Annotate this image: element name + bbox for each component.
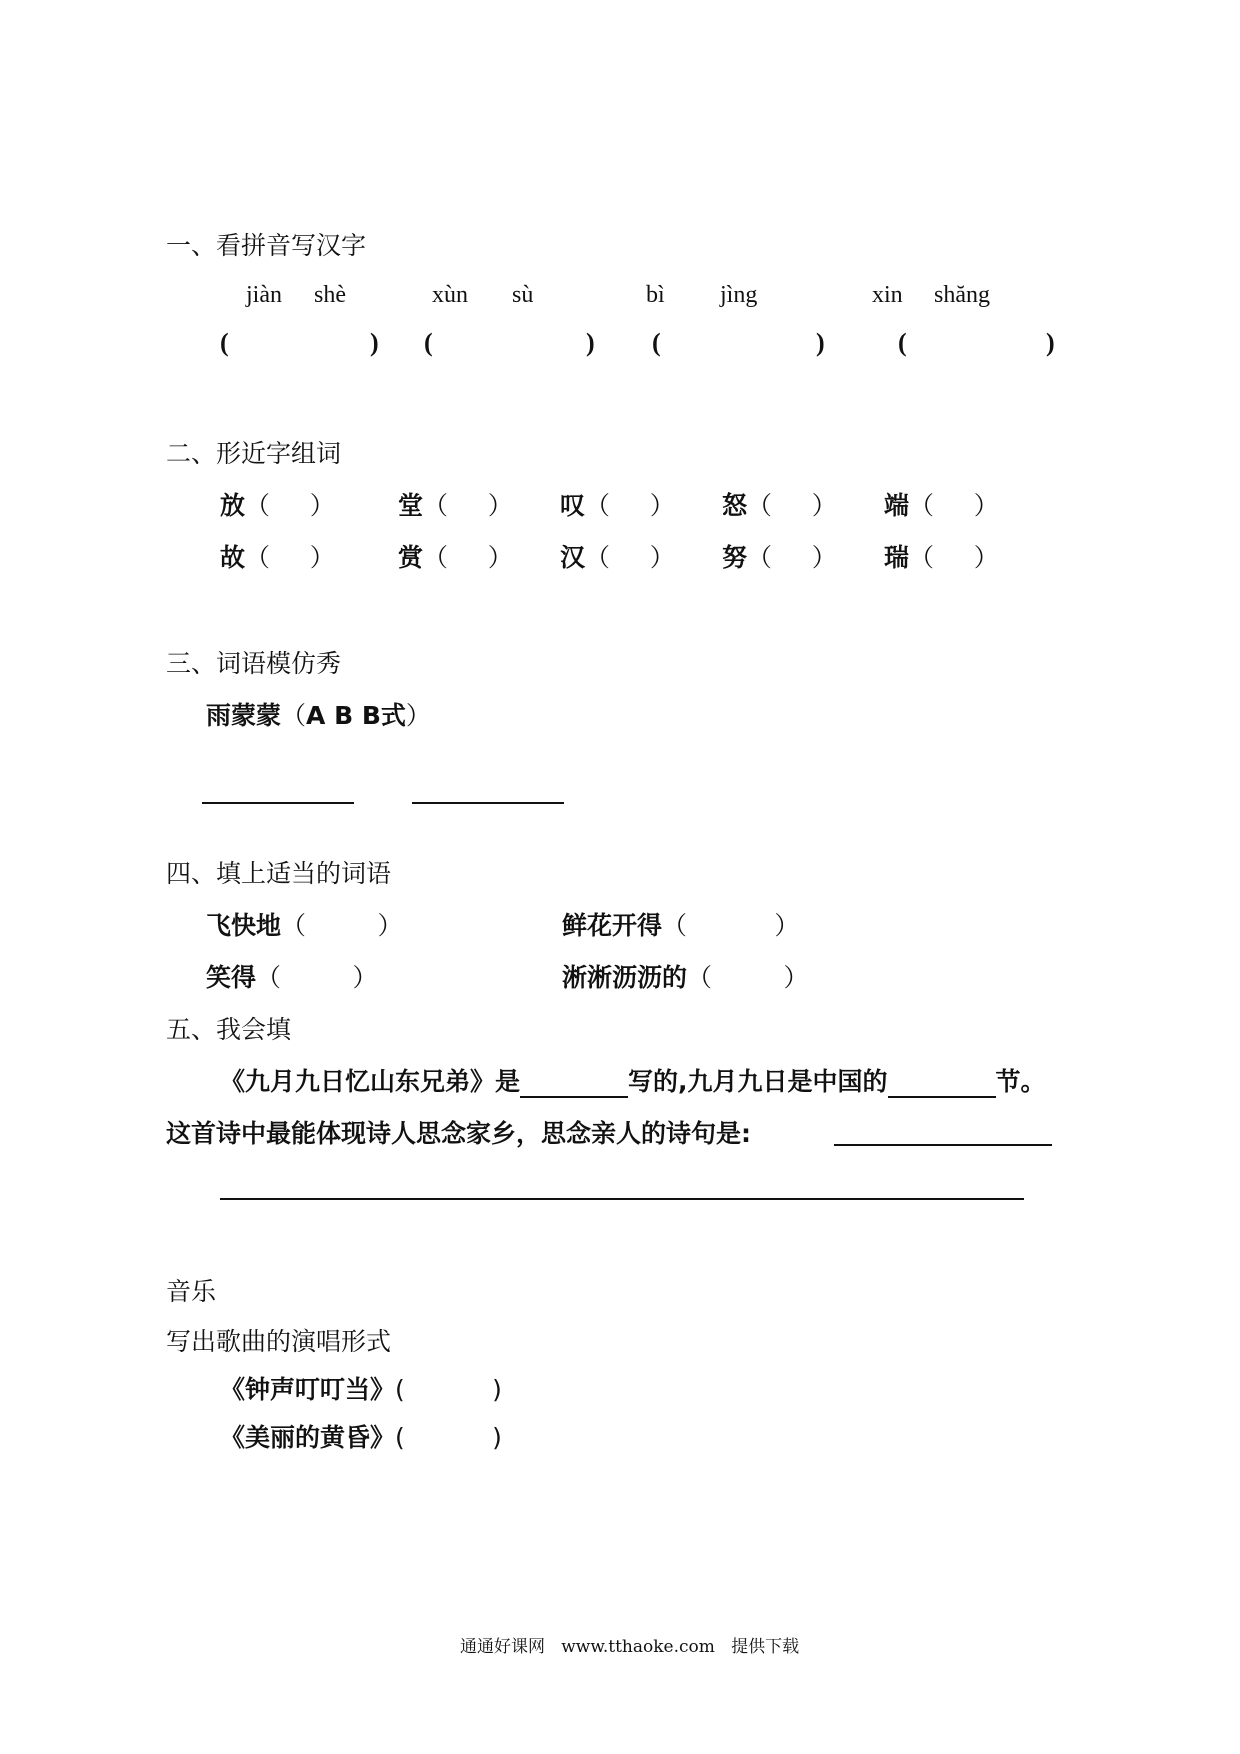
footer-url: www.tthaoke.com xyxy=(561,1637,715,1657)
section-3-heading: 三、词语模仿秀 xyxy=(166,649,342,678)
char-item: 赏（ ） xyxy=(398,543,513,572)
footer-site: 通通好课网 xyxy=(460,1637,545,1657)
section-4-heading: 四、填上适当的词语 xyxy=(166,859,392,888)
fill-item: 淅淅沥沥的（ ） xyxy=(562,963,809,992)
char-item: 瑞（ ） xyxy=(884,543,999,572)
answer-line xyxy=(220,1198,1024,1200)
poem-question: 《九月九日忆山东兄弟》是 写的,九月九日是中国的 节。 xyxy=(220,1067,1046,1096)
footer-note: 提供下载 xyxy=(731,1637,800,1657)
close-paren: ) xyxy=(586,328,595,357)
char-item: 努（ ） xyxy=(722,543,837,572)
song-item: 《美丽的黄昏》( ) xyxy=(220,1423,502,1452)
poem-title: 《九月九日忆山东兄弟》 xyxy=(220,1067,496,1096)
blank-author xyxy=(520,1074,628,1098)
blank-festival xyxy=(888,1074,996,1098)
close-paren: ) xyxy=(816,328,825,357)
char-item: 汉（ ） xyxy=(560,543,675,572)
fill-item: 鲜花开得（ ） xyxy=(562,911,800,940)
music-subheading: 写出歌曲的演唱形式 xyxy=(166,1327,392,1356)
close-paren: ) xyxy=(1046,328,1055,357)
answer-line xyxy=(834,1144,1052,1146)
char-item: 故（ ） xyxy=(220,543,335,572)
section-5-heading: 五、我会填 xyxy=(166,1015,292,1044)
open-paren: ( xyxy=(898,328,907,357)
char-item: 端（ ） xyxy=(884,491,999,520)
close-paren: ) xyxy=(370,328,379,357)
char-item: 怒（ ） xyxy=(722,491,837,520)
open-paren: ( xyxy=(220,328,229,357)
poem-line-question: 这首诗中最能体现诗人思念家乡，思念亲人的诗句是: xyxy=(166,1119,751,1148)
pinyin-syllable: shè xyxy=(314,282,346,308)
pinyin-syllable: bì xyxy=(646,282,665,308)
page-footer xyxy=(460,1632,799,1657)
section-1-heading: 一、看拼音写汉字 xyxy=(166,231,367,260)
section-2-heading: 二、形近字组词 xyxy=(166,439,342,468)
open-paren: ( xyxy=(652,328,661,357)
pattern-label: A B B式 xyxy=(306,701,406,730)
music-heading: 音乐 xyxy=(166,1277,217,1306)
pinyin-syllable: shăng xyxy=(934,282,990,308)
pinyin-syllable: xùn xyxy=(432,282,468,308)
fill-item: 笑得（ ） xyxy=(206,963,378,992)
answer-line xyxy=(202,802,354,804)
fill-item: 飞快地（ ） xyxy=(206,911,403,940)
open-paren: ( xyxy=(424,328,433,357)
answer-line xyxy=(412,802,564,804)
example-word: 雨蒙蒙（A B B式） xyxy=(206,701,431,730)
pinyin-syllable: jìng xyxy=(720,282,758,308)
song-item: 《钟声叮叮当》( ) xyxy=(220,1375,502,1404)
pinyin-syllable: sù xyxy=(512,282,534,308)
pinyin-syllable: jiàn xyxy=(246,282,282,308)
char-item: 放（ ） xyxy=(220,491,335,520)
char-item: 叹（ ） xyxy=(560,491,675,520)
pinyin-syllable: xin xyxy=(872,282,903,308)
char-item: 堂（ ） xyxy=(398,491,513,520)
